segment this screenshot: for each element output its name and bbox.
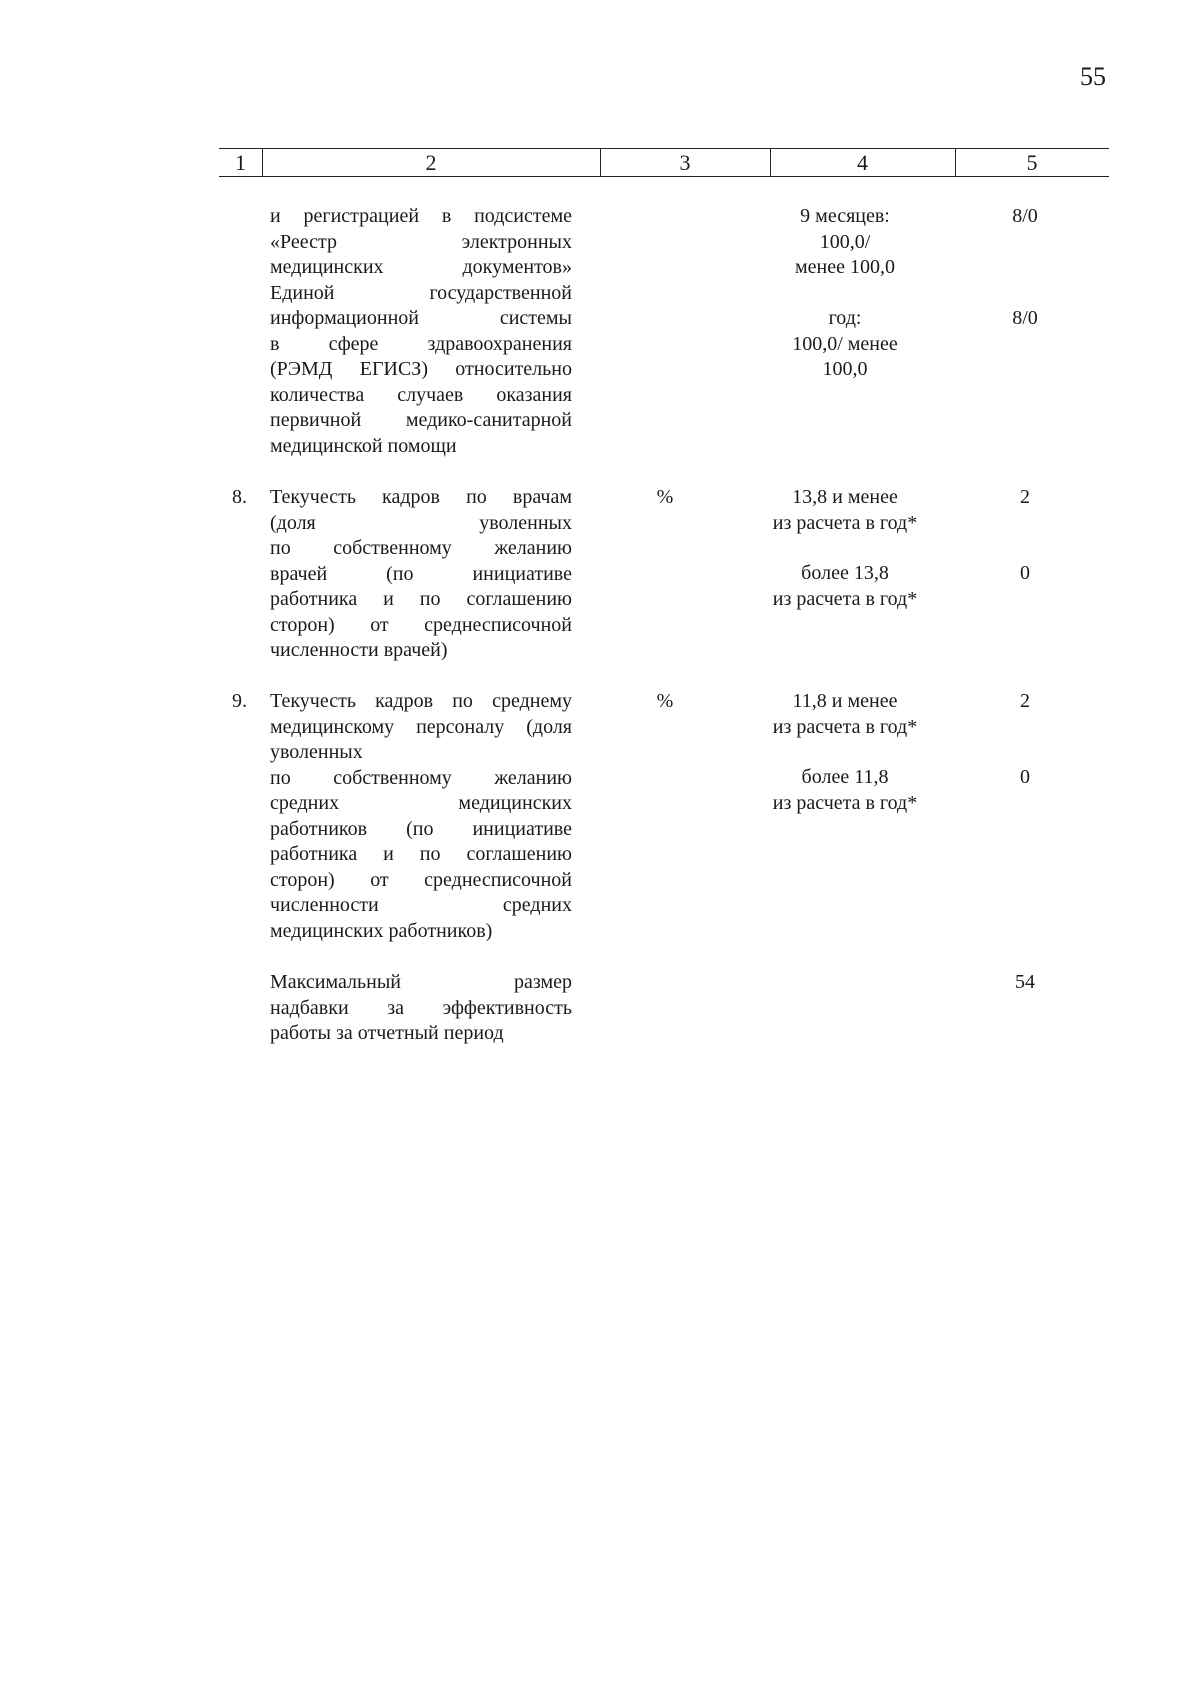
header-col-1: 1 xyxy=(235,150,246,175)
unit-value: % xyxy=(656,486,674,508)
criteria-value: более 13,8 из расчета в год* xyxy=(772,562,918,610)
criteria-value: более 11,8 из расчета в год* xyxy=(772,766,918,814)
score-value: 8/0 xyxy=(1012,307,1038,329)
header-col-5: 5 xyxy=(1026,150,1038,175)
header-col-2: 2 xyxy=(425,150,437,175)
score-value: 8/0 xyxy=(1012,205,1038,227)
score-value: 0 xyxy=(1020,562,1030,584)
score-value: 2 xyxy=(1020,486,1030,508)
table-row-indicator: Максимальный размер надбавки за эффективность работы за отчетный период xyxy=(270,971,572,1044)
score-value: 54 xyxy=(1015,971,1035,993)
header-col-4: 4 xyxy=(857,150,868,175)
table-row-indicator: Текучесть кадров по среднему медицинскому персоналу (доля уволенных по собственному желанию средних медицинских работников (по инициативе работника и по соглашению сторон) от среднесписочной численности средних медицинских работников) xyxy=(270,690,572,942)
row-number: 9. xyxy=(232,690,247,712)
criteria-value: 13,8 и менее из расчета в год* xyxy=(772,486,918,534)
table-row-indicator: и регистрацией в подсистеме «Реестр электронных медицинских документов» Единой государственной информационной системы в сфере здравоохранения (РЭМД ЕГИСЗ) относительно количества случаев оказания первичной медико-санитарной медицинской помощи xyxy=(270,205,572,457)
table-row-indicator: Текучесть кадров по врачам (доля уволенных по собственному желанию врачей (по инициативе работника и по соглашению сторон) от среднесписочной численности врачей) xyxy=(270,486,572,661)
row-number: 8. xyxy=(232,486,247,508)
criteria-value: 11,8 и менее из расчета в год* xyxy=(772,690,918,738)
page-number: 55 xyxy=(1080,62,1106,91)
unit-value: % xyxy=(656,690,674,712)
score-value: 2 xyxy=(1020,690,1030,712)
score-value: 0 xyxy=(1020,766,1030,788)
criteria-value: 9 месяцев: 100,0/ менее 100,0 xyxy=(795,205,895,278)
criteria-value: год: 100,0/ менее 100,0 xyxy=(792,307,898,380)
header-col-3: 3 xyxy=(679,150,691,175)
table-header xyxy=(219,148,1109,177)
